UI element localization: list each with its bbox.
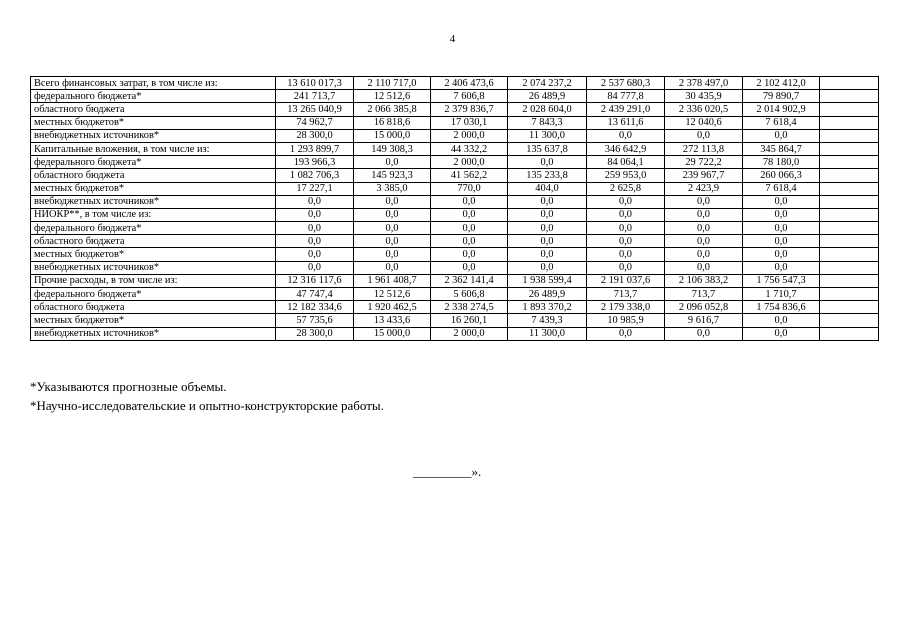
table-cell	[820, 116, 879, 129]
table-cell	[820, 129, 879, 142]
footnote-niokr: *Научно-исследовательские и опытно-конструкторские работы.	[30, 398, 384, 413]
row-label: местных бюджетов*	[31, 116, 276, 129]
table-cell: 2 066 385,8	[354, 103, 431, 116]
table-cell: 0,0	[431, 261, 508, 274]
table-cell: 193 966,3	[276, 156, 354, 169]
table-cell	[820, 90, 879, 103]
table-cell: 0,0	[431, 222, 508, 235]
table-cell: 2 439 291,0	[587, 103, 665, 116]
table-cell: 2 625,8	[587, 182, 665, 195]
row-label: Прочие расходы, в том числе из:	[31, 274, 276, 287]
table-cell: 84 777,8	[587, 90, 665, 103]
table-cell: 135 637,8	[508, 142, 587, 155]
table-cell: 12 512,6	[354, 288, 431, 301]
table-cell: 1 756 547,3	[743, 274, 820, 287]
table-row	[31, 301, 879, 314]
table-cell: 0,0	[276, 195, 354, 208]
table-cell: 0,0	[354, 261, 431, 274]
table-cell	[820, 142, 879, 155]
table-cell: 713,7	[665, 288, 743, 301]
table-cell	[820, 261, 879, 274]
table-row	[31, 327, 879, 340]
table-cell: 2 179 338,0	[587, 301, 665, 314]
table-cell: 12 040,6	[665, 116, 743, 129]
table-cell: 26 489,9	[508, 288, 587, 301]
budget-table-body	[31, 77, 879, 341]
table-cell: 2 110 717,0	[354, 77, 431, 90]
table-cell: 0,0	[354, 195, 431, 208]
table-cell: 2 336 020,5	[665, 103, 743, 116]
table-cell: 0,0	[354, 222, 431, 235]
table-cell: 0,0	[508, 248, 587, 261]
table-row	[31, 261, 879, 274]
table-cell: 0,0	[508, 261, 587, 274]
table-cell	[820, 288, 879, 301]
table-cell: 30 435,9	[665, 90, 743, 103]
table-cell: 0,0	[665, 195, 743, 208]
row-label: НИОКР**, в том числе из:	[31, 208, 276, 221]
table-cell: 2 000,0	[431, 327, 508, 340]
table-cell: 0,0	[743, 248, 820, 261]
table-row	[31, 116, 879, 129]
row-label: внебюджетных источников*	[31, 129, 276, 142]
footnotes	[30, 377, 384, 415]
table-cell: 7 618,4	[743, 182, 820, 195]
table-cell: 0,0	[743, 129, 820, 142]
table-cell: 0,0	[587, 327, 665, 340]
table-cell: 0,0	[508, 195, 587, 208]
row-label: областного бюджета	[31, 169, 276, 182]
table-row	[31, 142, 879, 155]
table-cell: 0,0	[276, 235, 354, 248]
table-cell: 12 316 117,6	[276, 274, 354, 287]
table-cell: 0,0	[587, 195, 665, 208]
table-cell: 0,0	[665, 248, 743, 261]
table-cell: 2 406 473,6	[431, 77, 508, 90]
table-cell	[820, 182, 879, 195]
table-cell: 2 379 836,7	[431, 103, 508, 116]
table-cell	[820, 77, 879, 90]
table-cell: 2 191 037,6	[587, 274, 665, 287]
table-row	[31, 90, 879, 103]
table-cell	[820, 195, 879, 208]
table-cell: 11 300,0	[508, 327, 587, 340]
table-cell	[820, 169, 879, 182]
table-row	[31, 248, 879, 261]
table-cell: 0,0	[587, 235, 665, 248]
row-label: федерального бюджета*	[31, 156, 276, 169]
table-cell: 2 378 497,0	[665, 77, 743, 90]
table-cell: 2 423,9	[665, 182, 743, 195]
table-cell: 0,0	[431, 248, 508, 261]
table-row	[31, 235, 879, 248]
table-cell: 2 000,0	[431, 156, 508, 169]
table-cell: 7 843,3	[508, 116, 587, 129]
table-cell: 10 985,9	[587, 314, 665, 327]
row-label: местных бюджетов*	[31, 314, 276, 327]
table-cell: 0,0	[587, 129, 665, 142]
closing-mark: _________».	[413, 464, 482, 479]
table-cell: 0,0	[743, 327, 820, 340]
table-cell	[820, 103, 879, 116]
table-cell: 13 265 040,9	[276, 103, 354, 116]
table-cell: 0,0	[508, 222, 587, 235]
table-cell: 11 300,0	[508, 129, 587, 142]
table-cell: 259 953,0	[587, 169, 665, 182]
table-cell: 41 562,2	[431, 169, 508, 182]
table-cell: 0,0	[743, 314, 820, 327]
table-cell: 26 489,9	[508, 90, 587, 103]
table-cell: 74 962,7	[276, 116, 354, 129]
table-cell: 1 920 462,5	[354, 301, 431, 314]
table-cell: 770,0	[431, 182, 508, 195]
table-cell: 0,0	[743, 222, 820, 235]
table-cell	[820, 222, 879, 235]
table-cell	[820, 235, 879, 248]
table-cell: 13 433,6	[354, 314, 431, 327]
table-cell: 0,0	[508, 156, 587, 169]
budget-table	[30, 76, 879, 341]
table-cell: 0,0	[665, 261, 743, 274]
row-label: федерального бюджета*	[31, 288, 276, 301]
table-cell: 7 618,4	[743, 116, 820, 129]
table-cell	[820, 248, 879, 261]
table-cell: 5 606,8	[431, 288, 508, 301]
table-cell: 2 362 141,4	[431, 274, 508, 287]
table-cell: 0,0	[743, 208, 820, 221]
table-row	[31, 274, 879, 287]
footnote-forecast: *Указываются прогнозные объемы.	[30, 379, 227, 394]
table-cell: 0,0	[354, 235, 431, 248]
table-cell: 2 028 604,0	[508, 103, 587, 116]
table-cell: 2 074 237,2	[508, 77, 587, 90]
table-cell: 241 713,7	[276, 90, 354, 103]
table-cell: 135 233,8	[508, 169, 587, 182]
table-row	[31, 195, 879, 208]
table-cell: 0,0	[743, 261, 820, 274]
table-row	[31, 129, 879, 142]
row-label: федерального бюджета*	[31, 222, 276, 235]
table-cell: 1 754 836,6	[743, 301, 820, 314]
table-row	[31, 169, 879, 182]
row-label: внебюджетных источников*	[31, 195, 276, 208]
table-cell: 2 102 412,0	[743, 77, 820, 90]
table-cell: 0,0	[665, 129, 743, 142]
table-cell: 17 030,1	[431, 116, 508, 129]
table-cell: 0,0	[587, 208, 665, 221]
table-row	[31, 156, 879, 169]
table-cell: 0,0	[743, 235, 820, 248]
table-cell: 15 000,0	[354, 327, 431, 340]
table-cell: 0,0	[431, 235, 508, 248]
table-cell: 2 000,0	[431, 129, 508, 142]
table-cell: 12 512,6	[354, 90, 431, 103]
table-cell	[820, 156, 879, 169]
table-cell: 0,0	[665, 235, 743, 248]
table-cell: 0,0	[587, 248, 665, 261]
table-cell: 239 967,7	[665, 169, 743, 182]
table-cell: 0,0	[276, 248, 354, 261]
table-cell: 16 260,1	[431, 314, 508, 327]
table-cell: 28 300,0	[276, 129, 354, 142]
table-cell: 0,0	[743, 195, 820, 208]
table-cell: 0,0	[276, 261, 354, 274]
table-cell	[820, 314, 879, 327]
table-cell: 404,0	[508, 182, 587, 195]
table-row	[31, 208, 879, 221]
table-cell: 7 606,8	[431, 90, 508, 103]
table-cell: 17 227,1	[276, 182, 354, 195]
table-cell: 0,0	[665, 327, 743, 340]
row-label: федерального бюджета*	[31, 90, 276, 103]
table-row	[31, 77, 879, 90]
row-label: внебюджетных источников*	[31, 261, 276, 274]
table-cell: 2 537 680,3	[587, 77, 665, 90]
table-row	[31, 103, 879, 116]
table-row	[31, 222, 879, 235]
table-cell: 12 182 334,6	[276, 301, 354, 314]
table-cell: 0,0	[276, 222, 354, 235]
table-cell: 272 113,8	[665, 142, 743, 155]
table-cell: 0,0	[508, 235, 587, 248]
row-label: местных бюджетов*	[31, 248, 276, 261]
table-cell: 713,7	[587, 288, 665, 301]
row-label: Капитальные вложения, в том числе из:	[31, 142, 276, 155]
page-number: 4	[449, 33, 456, 45]
table-cell: 149 308,3	[354, 142, 431, 155]
table-cell: 13 611,6	[587, 116, 665, 129]
table-cell: 15 000,0	[354, 129, 431, 142]
table-cell: 0,0	[354, 248, 431, 261]
table-cell: 2 106 383,2	[665, 274, 743, 287]
row-label: Всего финансовых затрат, в том числе из:	[31, 77, 276, 90]
row-label: местных бюджетов*	[31, 182, 276, 195]
table-cell: 0,0	[665, 208, 743, 221]
table-cell	[820, 274, 879, 287]
table-cell: 1 893 370,2	[508, 301, 587, 314]
table-cell: 0,0	[508, 208, 587, 221]
table-cell: 0,0	[665, 222, 743, 235]
table-cell: 3 385,0	[354, 182, 431, 195]
table-cell: 7 439,3	[508, 314, 587, 327]
table-cell	[820, 301, 879, 314]
table-row	[31, 182, 879, 195]
table-cell: 346 642,9	[587, 142, 665, 155]
table-cell: 0,0	[587, 261, 665, 274]
table-cell	[820, 208, 879, 221]
table-cell: 9 616,7	[665, 314, 743, 327]
table-cell: 0,0	[431, 208, 508, 221]
table-cell: 44 332,2	[431, 142, 508, 155]
row-label: внебюджетных источников*	[31, 327, 276, 340]
table-row	[31, 288, 879, 301]
table-cell: 0,0	[587, 222, 665, 235]
table-cell: 84 064,1	[587, 156, 665, 169]
table-row	[31, 314, 879, 327]
table-cell: 16 818,6	[354, 116, 431, 129]
table-cell: 29 722,2	[665, 156, 743, 169]
table-cell: 145 923,3	[354, 169, 431, 182]
table-cell: 13 610 017,3	[276, 77, 354, 90]
table-cell: 79 890,7	[743, 90, 820, 103]
row-label: областного бюджета	[31, 301, 276, 314]
table-cell: 1 961 408,7	[354, 274, 431, 287]
table-cell: 0,0	[431, 195, 508, 208]
table-cell: 57 735,6	[276, 314, 354, 327]
table-cell: 28 300,0	[276, 327, 354, 340]
table-cell: 0,0	[354, 208, 431, 221]
table-cell: 0,0	[276, 208, 354, 221]
table-cell: 1 938 599,4	[508, 274, 587, 287]
row-label: областного бюджета	[31, 103, 276, 116]
table-cell: 0,0	[354, 156, 431, 169]
table-cell: 1 710,7	[743, 288, 820, 301]
table-cell: 260 066,3	[743, 169, 820, 182]
table-cell: 2 014 902,9	[743, 103, 820, 116]
table-cell: 1 293 899,7	[276, 142, 354, 155]
table-cell: 78 180,0	[743, 156, 820, 169]
row-label: областного бюджета	[31, 235, 276, 248]
table-cell: 47 747,4	[276, 288, 354, 301]
table-cell: 2 096 052,8	[665, 301, 743, 314]
table-cell: 2 338 274,5	[431, 301, 508, 314]
table-cell	[820, 327, 879, 340]
table-cell: 345 864,7	[743, 142, 820, 155]
table-cell: 1 082 706,3	[276, 169, 354, 182]
